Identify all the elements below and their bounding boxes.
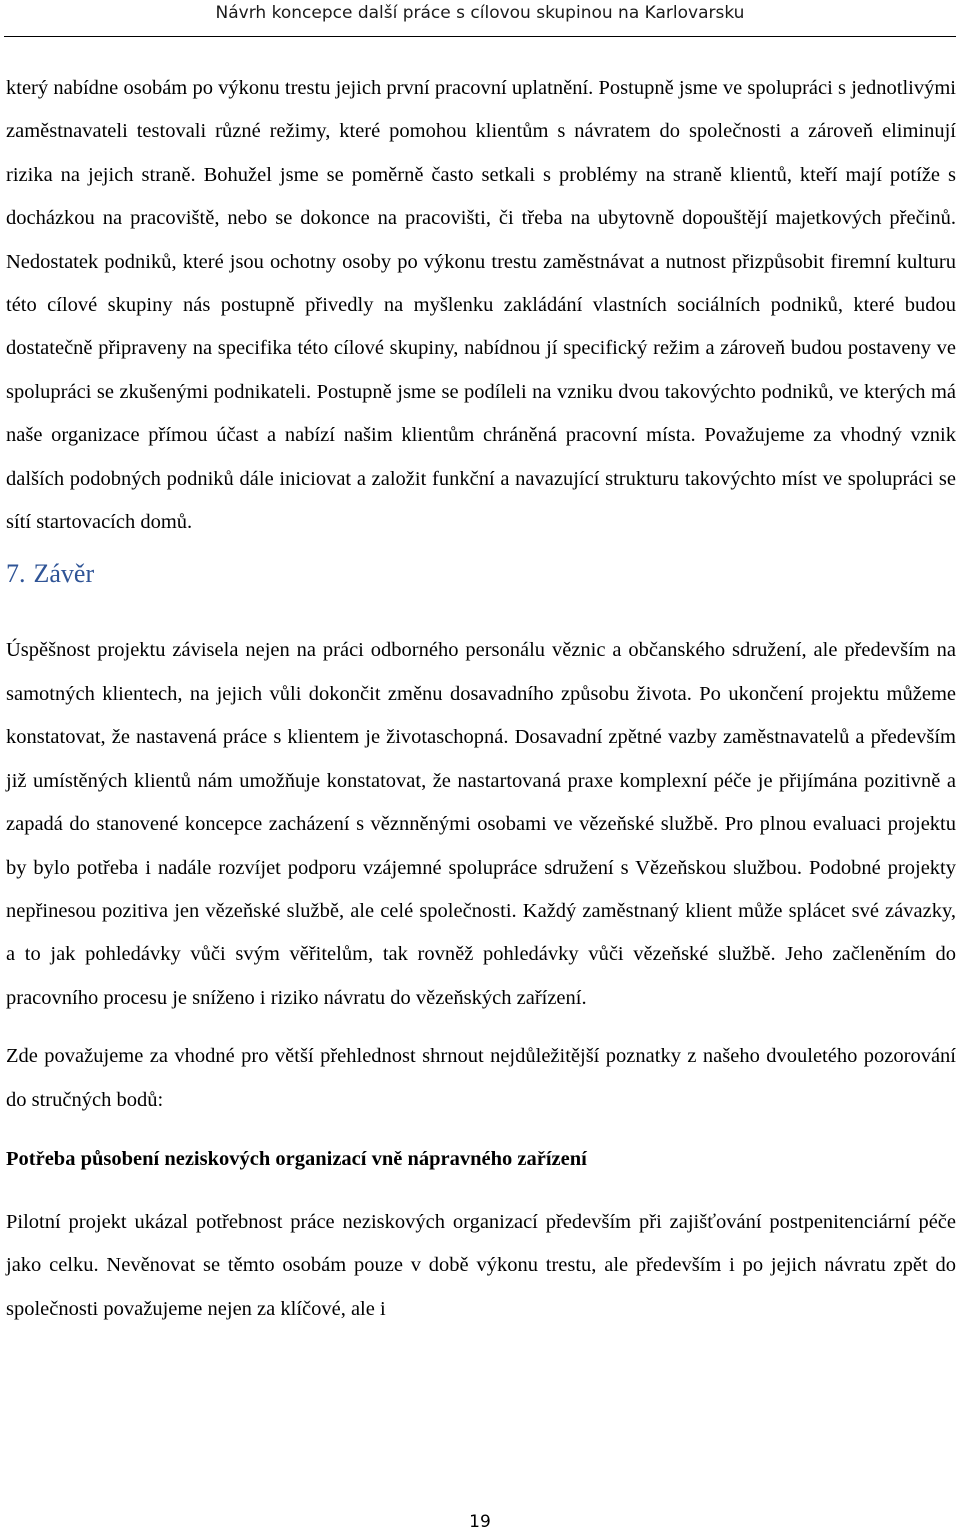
paragraph-spacer	[6, 1181, 956, 1201]
body-paragraph: Pilotní projekt ukázal potřebnost práce neziskových organizací především při zajišťování postpenitenciární péče jako celku. Nevěnovat se těmto osobám pouze v době výkonu trestu, ale především i po jejich návratu zpět do společnosti považujeme nejen za klíčové, ale i	[6, 1210, 956, 1320]
page-content	[6, 67, 956, 1331]
paragraph-spacer	[6, 1122, 956, 1138]
section-number: 7.	[6, 559, 26, 589]
body-paragraph: který nabídne osobám po výkonu trestu jejich první pracovní uplatnění. Postupně jsme ve spolupráci s jednotlivými zaměstnavateli testovali různé režimy, které pomohou klientům s návratem do společnosti a zároveň eliminují rizika na jejich straně. Bohužel jsme se poměrně často setkali s problémy na straně klientů, kteří mají potíže s docházkou na pracoviště, nebo se dokonce na pracovišti, či třeba na ubytovně dopouštějí majetkových přečinů. Nedostatek podniků, které jsou ochotny osoby po výkonu trestu zaměstnávat a nutnost přizpůsobit firemní kulturu této cílové skupiny nás postupně přivedly na myšlenku zakládání vlastních sociálních podniků, které budou dostatečně připraveny na specifika této cílové skupiny, nabídnou jí specifický režim a zároveň budou postaveny ve spolupráci se zkušenými podnikateli. Postupně jsme se podíleli na vzniku dvou takovýchto podniků, ve kterých má naše organizace přímou účast a nabízí našim klientům chráněná pracovní místa. Považujeme za vhodný vznik dalších podobných podniků dále iniciovat a založit funkční a navazující strukturu takovýchto míst ve spolupráci se sítí startovacích domů.	[6, 77, 956, 534]
paragraph-spacer	[6, 1020, 956, 1035]
section-heading	[6, 544, 956, 629]
bold-subheading: Potřeba působení neziskových organizací vně nápravného zařízení	[6, 1147, 587, 1170]
body-paragraph: Zde považujeme za vhodné pro větší přehlednost shrnout nejdůležitější poznatky z našeho dvouletého pozorování do stručných bodů:	[6, 1045, 956, 1111]
body-paragraph: Úspěšnost projektu závisela nejen na práci odborného personálu věznic a občanského sdružení, ale především na samotných klientech, na jejich vůli dokončit změnu dosavadního způsobu života. Po ukončení projektu můžeme konstatovat, že nastavená práce s klientem je životaschopná. Dosavadní zpětné vazby zaměstnavatelů a především již umístěných klientů nám umožňuje konstatovat, že nastartovaná praxe komplexní péče je přijímána pozitivně a zapadá do stanovené koncepce zacházení s věznněnými osobami ve vězeňské službě. Pro plnou evaluaci projektu by bylo potřeba i nadále rozvíjet podporu vzájemné spolupráce sdružení s Vězeňskou službou. Podobné projekty nepřinesou pozitiva jen vězeňské službě, ale celé společnosti. Každý zaměstnaný klient může splácet své závazky, a to jak pohledávky vůči svým věřitelům, tak rovněž pohledávky vůči vězeňské službě. Jeho začleněním do pracovního procesu je sníženo i riziko návratu do vězeňských zařízení.	[6, 639, 956, 1009]
page-number: 19	[469, 1512, 491, 1532]
running-header-title: Návrh koncepce další práce s cílovou skupinou na Karlovarsku	[215, 3, 745, 23]
section-title: Závěr	[33, 559, 95, 589]
header-divider	[4, 36, 956, 37]
